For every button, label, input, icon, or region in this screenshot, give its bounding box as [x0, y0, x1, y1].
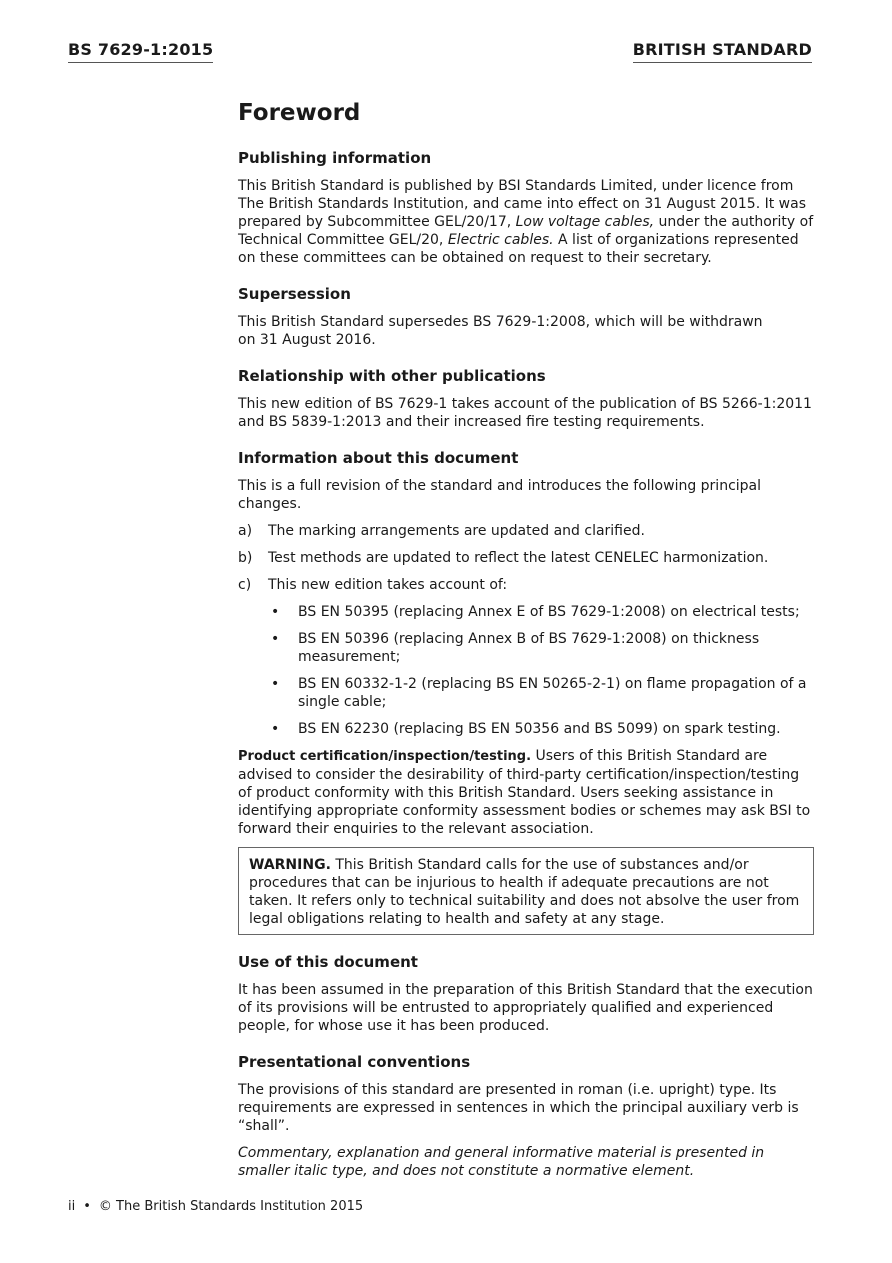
list-item [238, 522, 814, 540]
sublist-item [268, 630, 814, 666]
heading-supersession: Supersession [238, 285, 351, 303]
publishing-italic-committee: Electric cables. [447, 232, 554, 248]
list-marker: a) [238, 523, 253, 539]
relationship-paragraph: This new edition of BS 7629-1 takes account of the publication of BS 5266-1:2011 and BS 5839-1:2013 and their increased fire testing requirements. [238, 396, 812, 430]
bullet-icon: • [271, 676, 280, 692]
publishing-paragraph [238, 177, 814, 267]
sublist-item-text: BS EN 50395 (replacing Annex E of BS 7629-1:2008) on electrical tests; [298, 604, 800, 620]
sublist-item-text: BS EN 62230 (replacing BS EN 50356 and BS 5099) on spark testing. [298, 721, 781, 737]
standards-sublist [268, 603, 814, 738]
sublist-item-text: BS EN 60332-1-2 (replacing BS EN 50265-2-1) on flame propagation of a single cable; [298, 676, 807, 710]
warning-text: This British Standard calls for the use of substances and/or procedures that can be injurious to health if adequate precautions are not taken. It refers only to technical suitability and does not absolve the user from legal obligations relating to health and safety at any stage. [249, 857, 800, 927]
supersession-paragraph: This British Standard supersedes BS 7629-1:2008, which will be withdrawn on 31 August 2016. [238, 314, 763, 348]
information-intro: This is a full revision of the standard and introduces the following principal changes. [238, 478, 762, 512]
conventions-paragraph: The provisions of this standard are presented in roman (i.e. upright) type. Its requirements are expressed in sentences in which the principal auxiliary verb is “shall”. [238, 1082, 799, 1134]
sublist-item [268, 603, 814, 621]
page-number: ii [68, 1199, 76, 1214]
heading-use-of-document: Use of this document [238, 953, 418, 971]
page-footer [68, 1199, 363, 1214]
publishing-text-a: This British Standard is published by BSI Standards Limited, under licence from The British Standards Institution, and came into effect on 31 August 2015. It was prepared by Subcommittee GEL/20/17, [238, 178, 806, 230]
footer-separator: • [83, 1199, 91, 1214]
header-standard-number: BS 7629-1:2015 [68, 40, 213, 63]
bullet-icon: • [271, 604, 280, 620]
page-title: Foreword [238, 100, 361, 126]
list-item-text: Test methods are updated to reflect the latest CENELEC harmonization. [268, 550, 769, 566]
document-body [238, 98, 814, 1197]
publishing-text-b: under the authority of Technical Committee GEL/20, [238, 214, 814, 248]
bullet-icon: • [271, 631, 280, 647]
list-item [238, 549, 814, 567]
heading-information: Information about this document [238, 449, 519, 467]
publishing-italic-subcommittee: Low voltage cables, [515, 214, 655, 230]
copyright-notice: © The British Standards Institution 2015 [98, 1199, 364, 1214]
certification-lead: Product certification/inspection/testing. [238, 749, 532, 764]
use-paragraph: It has been assumed in the preparation of this British Standard that the execution of its provisions will be entrusted to appropriately qualified and experienced people, for whose use it has been produced. [238, 982, 813, 1034]
warning-lead: WARNING. [249, 857, 331, 873]
commentary-paragraph: Commentary, explanation and general informative material is presented in smaller italic type, and does not constitute a normative element. [238, 1145, 765, 1179]
list-item-text: The marking arrangements are updated and clarified. [268, 523, 645, 539]
list-marker: b) [238, 550, 253, 566]
sublist-item [268, 720, 814, 738]
changes-list [238, 522, 814, 594]
heading-publishing-information: Publishing information [238, 149, 432, 167]
warning-box [238, 847, 814, 935]
certification-paragraph [238, 747, 814, 838]
sublist-item-text: BS EN 50396 (replacing Annex B of BS 7629-1:2008) on thickness measurement; [298, 631, 760, 665]
list-item-text: This new edition takes account of: [268, 577, 508, 593]
list-marker: c) [238, 577, 252, 593]
header-publisher: BRITISH STANDARD [633, 40, 812, 63]
sublist-item [268, 675, 814, 711]
bullet-icon: • [271, 721, 280, 737]
heading-relationship: Relationship with other publications [238, 367, 546, 385]
heading-presentational-conventions: Presentational conventions [238, 1053, 471, 1071]
certification-text: Users of this British Standard are advised to consider the desirability of third-party certification/inspection/testing of product conformity with this British Standard. Users seeking assistance in identifying appropriate conformity assessment bodies or schemes may ask BSI to forward their enquiries to the relevant association. [238, 748, 811, 837]
publishing-text-c: A list of organizations represented on these committees can be obtained on request to their secretary. [238, 232, 799, 266]
list-item [238, 576, 814, 594]
